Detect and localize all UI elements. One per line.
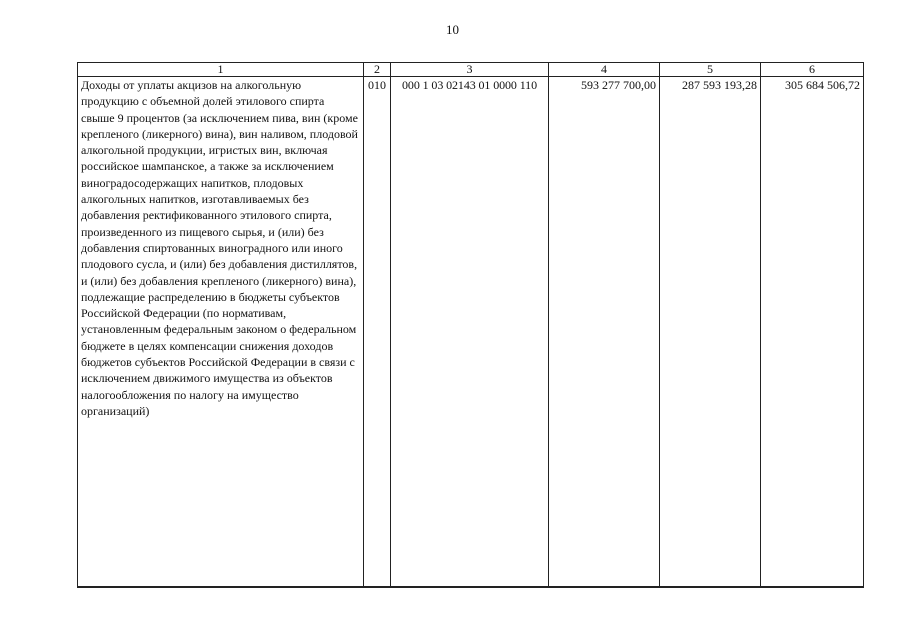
income-description-cell: Доходы от уплаты акцизов на алкогольную продукцию с объемной долей этилового спирта свыше 9 процентов (за исключением пива, вин (кроме крепленого (ликерного) вина), вин наливом, плодовой алкогольной продукции, игристых вин, включая российское шампанское, а также за исключением виноградосодержащих напитков, плодовых алкогольных напитков, изготавливаемых без добавления ректификованного этилового спирта, произведенного из пищевого сырья, и (или) без добавления спиртованных виноградного или иного плодового сусла, и (или) без добавления дистиллятов, и (или) без добавления крепленого (ликерного) вина), подлежащие распределению в бюджеты субъектов Российской Федерации (по нормативам, установленным федеральным законом о федеральном бюджете в целях компенсации снижения доходов бюджетов субъектов Российской Федерации в связи с исключением движимого имущества из объектов налогообложения по налогу на имущество организаций): [78, 77, 364, 588]
column-header-1: 1: [78, 63, 364, 77]
column-header-4: 4: [549, 63, 660, 77]
column-header-2: 2: [364, 63, 391, 77]
column-header-6: 6: [761, 63, 864, 77]
line-code-cell: 010: [364, 77, 391, 588]
page-number: 10: [446, 22, 459, 37]
column-header-5: 5: [660, 63, 761, 77]
table-row: [78, 77, 864, 588]
column-header-3: 3: [391, 63, 549, 77]
classification-code-cell: 000 1 03 02143 01 0000 110: [391, 77, 549, 588]
report-table: [77, 62, 864, 588]
column-6-value-cell: 305 684 506,72: [761, 77, 864, 588]
column-4-value-cell: 593 277 700,00: [549, 77, 660, 588]
column-5-value-cell: 287 593 193,28: [660, 77, 761, 588]
table-header-row: [78, 63, 864, 77]
